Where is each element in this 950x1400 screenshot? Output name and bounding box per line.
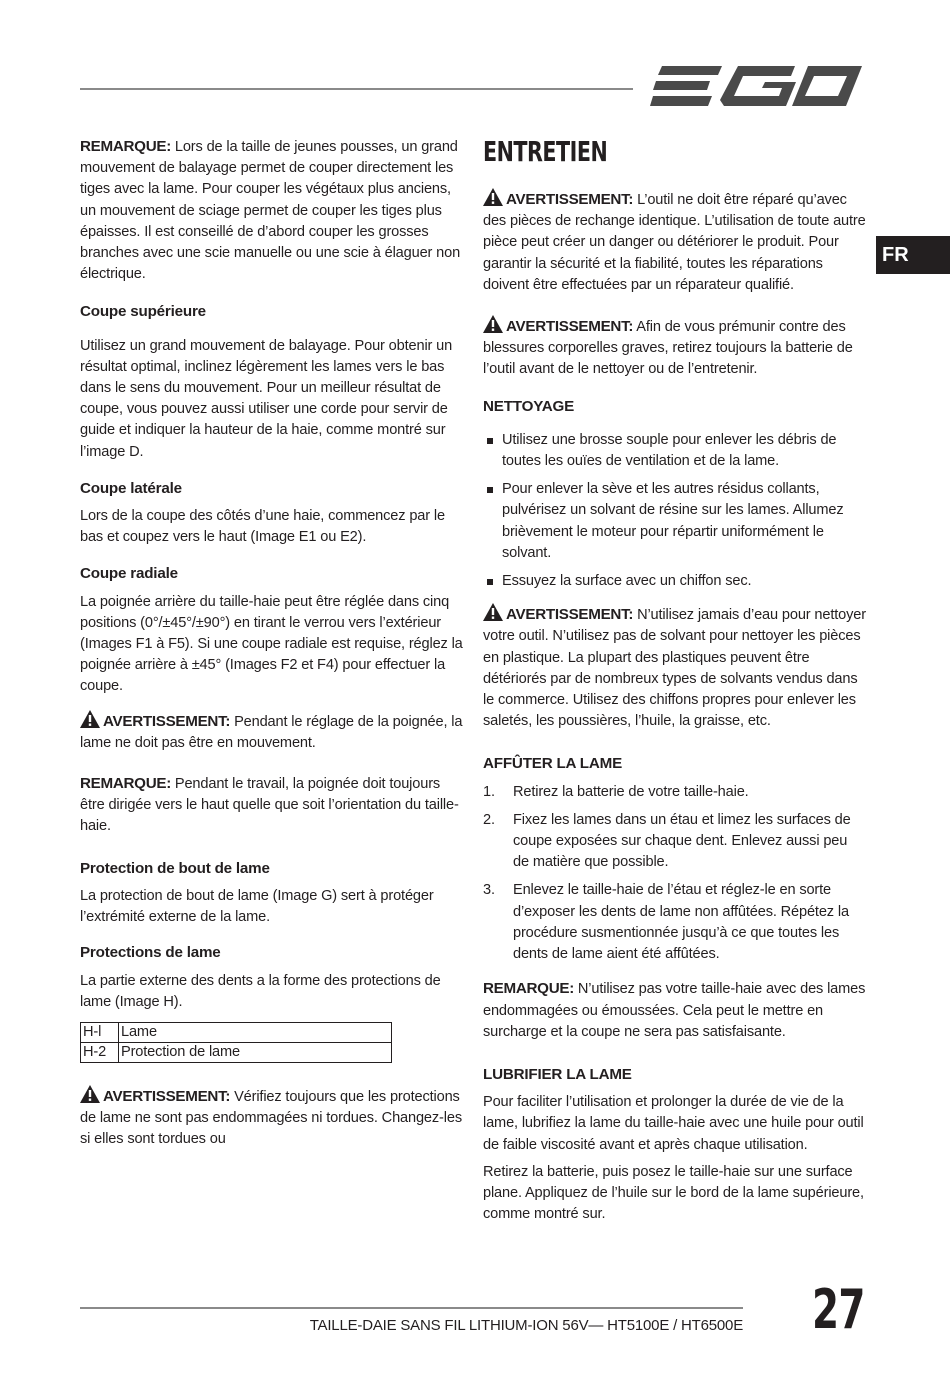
section-heading-cleaning: NETTOYAGE xyxy=(483,397,575,415)
note-text: Lors de la taille de jeunes pousses, un grand mouvement de balayage permet de couper directement les tiges avec la lame. Pour couper les végétaux plus anciens, un mouvement de sciage permet de couper les tiges plus épaisses. Il est conseillé de d’abord couper les grosses branches avec une scie manuelle ou une scie à élaguer non électrique. xyxy=(80,139,461,283)
warning-text: N’utilisez jamais d’eau pour nettoyer votre outil. N’utilisez pas de solvant pour nettoyer les pièces en plastique. La plupart des plastiques peuvent être détériorés par de nombreux types de solvants vendus dans le commerce. Utilisez des chiffons propres pour enlever les saletés, les poussières, l’huile, la graisse, etc. xyxy=(483,607,866,730)
parts-table xyxy=(80,1022,392,1063)
warning-paragraph-3 xyxy=(483,603,867,732)
section-heading-sharpen: AFFÛTER LA LAME xyxy=(483,755,623,773)
language-tab: FR xyxy=(876,236,950,274)
note-label: REMARQUE: xyxy=(80,775,171,793)
warning-triangle-icon xyxy=(483,188,503,206)
warning-label: AVERTISSEMENT: xyxy=(103,1087,231,1105)
section-heading-blade-guards: Protections de lame xyxy=(80,944,221,962)
table-row xyxy=(81,1042,392,1062)
lubricate-text-1: Pour faciliter l’utilisation et prolonger la durée de vie de la lame, lubrifiez la lame du taille-haie avec une huile pour outil de faible viscosité avant et après chaque utilisation. xyxy=(483,1094,864,1153)
table-cell-name: Protection de lame xyxy=(119,1042,392,1062)
note-paragraph xyxy=(483,978,867,1043)
tip-guard-text: La protection de bout de lame (Image G) sert à protéger l’extrémité externe de la lame. xyxy=(80,887,434,926)
note-paragraph-2 xyxy=(80,773,464,838)
warning-label: AVERTISSEMENT: xyxy=(506,606,634,624)
table-cell-code: H-l xyxy=(81,1022,119,1042)
section-title: ENTRETIEN xyxy=(483,135,608,168)
section-heading-tip-guard: Protection de bout de lame xyxy=(80,859,270,877)
footer-title: TAILLE-DAIE SANS FIL LITHIUM-ION 56V— HT5100E / HT6500E xyxy=(309,1317,743,1334)
warning-paragraph xyxy=(483,188,867,296)
section-heading-radial-cut: Coupe radiale xyxy=(80,565,178,583)
step-number: 2. xyxy=(483,811,495,828)
list-item: Pour enlever la sève et les autres résidus collants, pulvérisez un solvant de résine sur les lames. Allumez brièvement le moteur pour répartir uniformément le solvant. xyxy=(483,479,867,564)
warning-paragraph-2 xyxy=(483,315,867,381)
lubricate-text-2: Retirez la batterie, puis posez le taille-haie sur une surface plane. Appliquez de l’huile sur le bord de la lame supérieure, comme montré sur. xyxy=(483,1163,864,1223)
blade-guards-text: La partie externe des dents a la forme des protections de lame (Image H). xyxy=(80,972,441,1010)
list-item xyxy=(483,782,867,803)
section-heading-top-cut: Coupe supérieure xyxy=(80,303,206,321)
step-number: 3. xyxy=(483,882,495,899)
sharpen-steps xyxy=(483,782,867,966)
warning-label: AVERTISSEMENT: xyxy=(506,191,634,208)
step-text: Enlevez le taille-haie de l’étau et réglez-le en sorte d’exposer les dents de lame non affûtées. Répétez la procédure susmentionnée jusqu’à ce que toutes les dents de lame aient été affûtées. xyxy=(513,882,849,963)
note-text: N’utilisez pas votre taille-haie avec des lames endommagées ou émoussées. Cela peut le mettre en surcharge et la coupe ne sera pas satisfaisante. xyxy=(483,981,866,1040)
right-column xyxy=(483,136,867,1225)
section-heading-lubricate: LUBRIFIER LA LAME xyxy=(483,1065,632,1083)
warning-label: AVERTISSEMENT: xyxy=(506,318,634,336)
list-item: Essuyez la surface avec un chiffon sec. xyxy=(483,571,867,592)
note-label: REMARQUE: xyxy=(80,138,171,155)
cleaning-list xyxy=(483,430,867,592)
warning-triangle-icon xyxy=(483,603,503,621)
warning-label: AVERTISSEMENT: xyxy=(103,712,231,730)
warning-text: Vérifiez toujours que les protections de lame ne sont pas endommagées ni tordues. Changez-les si elles sont tordues ou xyxy=(80,1088,462,1148)
list-item: Utilisez une brosse souple pour enlever les débris de toutes les ouïes de ventilation et de la lame. xyxy=(483,430,867,472)
warning-text: Afin de vous prémunir contre des blessures corporelles graves, retirez toujours la batterie de l’outil avant de le nettoyer ou de l’entretenir. xyxy=(483,319,853,378)
page-number: 27 xyxy=(812,1278,865,1341)
side-cut-text: Lors de la coupe des côtés d’une haie, commencez par le bas et coupez vers le haut (Image E1 ou E2). xyxy=(80,508,445,546)
left-column xyxy=(80,136,464,1151)
note-paragraph xyxy=(80,136,464,285)
warning-text: Pendant le réglage de la poignée, la lame ne doit pas être en mouvement. xyxy=(80,713,463,751)
top-cut-text: Utilisez un grand mouvement de balayage. Pour obtenir un résultat optimal, inclinez légèrement les lames vers le bas dans le sens du mouvement. Pour un meilleur résultat de coupe, vous pouvez aussi utiliser une corde pour servir de guide et indiquer la hauteur de la haie, comme montré sur l’image D. xyxy=(80,337,453,460)
warning-triangle-icon xyxy=(80,1085,100,1103)
table-cell-code: H-2 xyxy=(81,1042,119,1062)
warning-triangle-icon xyxy=(483,315,503,333)
list-item xyxy=(483,810,867,874)
footer-rule xyxy=(80,1307,743,1309)
radial-cut-text: La poignée arrière du taille-haie peut être réglée dans cinq positions (0°/±45°/±90°) en tirant le verrou vers l’extérieur (Images F1 à F5). Si une coupe radiale est requise, réglez la poignée arrière à ±45° (Images F2 et F4) pour effectuer la coupe. xyxy=(80,593,463,695)
table-cell-name: Lame xyxy=(119,1022,392,1042)
table-row xyxy=(81,1022,392,1042)
step-number: 1. xyxy=(483,783,495,800)
warning-text: L’outil ne doit être réparé qu’avec des pièces de rechange identique. L’utilisation de toute autre pièce peut créer un danger ou détériorer le produit. Pour garantir la sécurité et la fiabilité, toutes les réparations doivent être effectuées par un réparateur qualifié. xyxy=(483,192,866,293)
ego-logo xyxy=(650,60,862,112)
step-text: Retirez la batterie de votre taille-haie. xyxy=(513,783,749,800)
note-text: Pendant le travail, la poignée doit toujours être dirigée vers le haut quelle que soit l’orientation du taille-haie. xyxy=(80,776,459,835)
warning-triangle-icon xyxy=(80,710,100,728)
warning-paragraph-2 xyxy=(80,1085,464,1151)
step-text: Fixez les lames dans un étau et limez les surfaces de coupe exposées sur chaque dent. Enlevez aussi peu de matière que possible. xyxy=(513,811,851,871)
list-item xyxy=(483,880,867,965)
header-rule xyxy=(80,88,633,90)
warning-paragraph xyxy=(80,710,464,754)
note-label: REMARQUE: xyxy=(483,980,574,998)
section-heading-side-cut: Coupe latérale xyxy=(80,479,182,497)
